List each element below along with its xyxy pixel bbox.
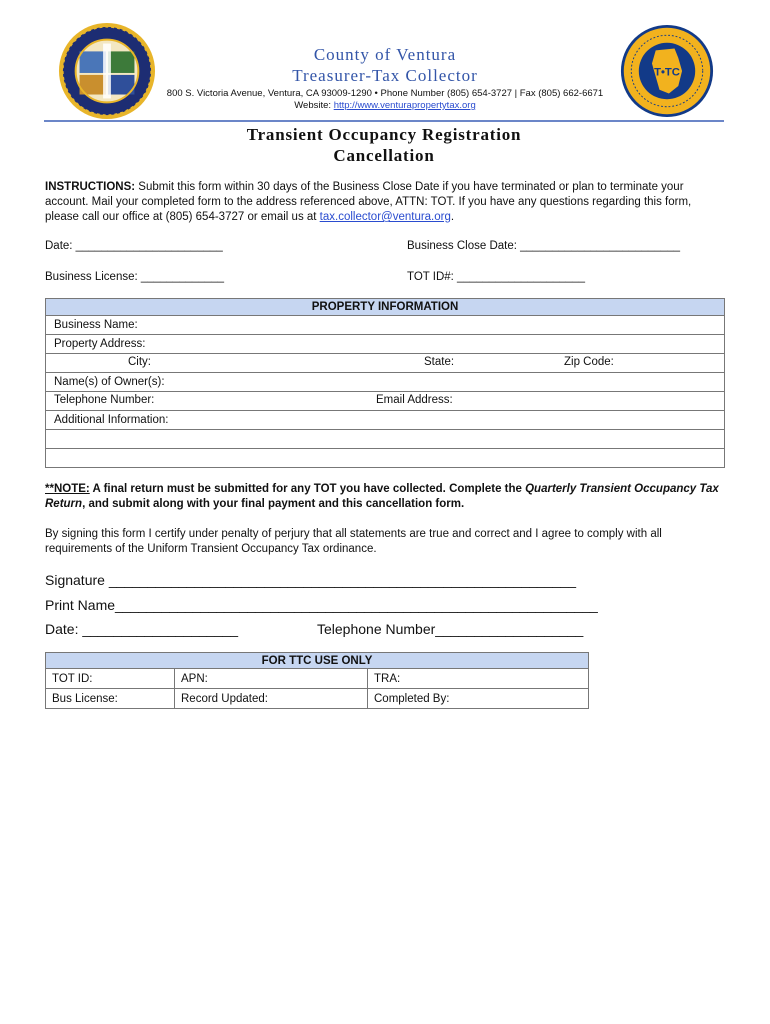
letterhead bbox=[140, 44, 630, 112]
note-label: NOTE: bbox=[53, 483, 90, 495]
final-return-note bbox=[45, 482, 725, 512]
city-label: City: bbox=[128, 356, 151, 368]
office-address: 800 S. Victoria Avenue, Ventura, CA 93009-1290 • Phone Number (805) 654-3727 | Fax (805) 662-6671 bbox=[166, 88, 604, 99]
ttc-use-table bbox=[45, 652, 589, 709]
website-line bbox=[140, 100, 630, 112]
business-name-field[interactable]: Business Name: bbox=[46, 316, 725, 335]
email-link[interactable]: tax.collector@ventura.org bbox=[319, 211, 451, 223]
zip-label: Zip Code: bbox=[564, 356, 614, 368]
form-title bbox=[44, 124, 724, 166]
ttc-bus-license-cell[interactable]: Bus License: bbox=[46, 689, 175, 709]
owners-field[interactable]: Name(s) of Owner(s): bbox=[46, 373, 725, 392]
additional-info-field[interactable]: Additional Information: bbox=[46, 411, 725, 430]
form-title-line-2: Cancellation bbox=[333, 146, 435, 165]
website-label: Website: bbox=[294, 100, 334, 111]
business-license-field[interactable]: Business License: _____________ bbox=[45, 271, 225, 283]
instructions bbox=[45, 180, 725, 225]
note-text-1: A final return must be submitted for any TOT you have collected. Complete the bbox=[89, 483, 526, 495]
ttc-seal-icon bbox=[620, 24, 714, 118]
state-label: State: bbox=[424, 356, 455, 368]
signature-field[interactable]: Signature ____________________________________________________________ bbox=[45, 572, 576, 588]
signature-telephone-field[interactable]: Telephone Number___________________ bbox=[317, 621, 584, 637]
additional-info-line-2[interactable] bbox=[46, 430, 725, 449]
header-divider bbox=[44, 120, 724, 122]
instructions-end: . bbox=[450, 211, 455, 223]
instructions-label: INSTRUCTIONS: bbox=[45, 181, 136, 193]
office-name: Treasurer-Tax Collector bbox=[292, 66, 478, 85]
email-label: Email Address: bbox=[376, 394, 453, 406]
property-info-header: PROPERTY INFORMATION bbox=[46, 299, 725, 316]
ttc-completed-by-cell[interactable]: Completed By: bbox=[368, 689, 589, 709]
tot-id-field[interactable]: TOT ID#: ____________________ bbox=[407, 271, 585, 283]
ttc-tot-id-cell[interactable]: TOT ID: bbox=[46, 669, 175, 689]
additional-info-line-3[interactable] bbox=[46, 449, 725, 468]
instructions-text: Submit this form within 30 days of the Business Close Date if you have terminated or plan to terminate your account. Mail your completed form to the address referenced above, ATTN: TOT. If you have any questions regarding this form, please call our office at (805) 654-3727 or email us at bbox=[45, 181, 692, 223]
county-name: County of Ventura bbox=[313, 45, 457, 64]
telephone-email-row[interactable] bbox=[46, 392, 725, 411]
city-state-zip-row[interactable] bbox=[46, 354, 725, 373]
ttc-apn-cell[interactable]: APN: bbox=[175, 669, 368, 689]
certification-statement: By signing this form I certify under penalty of perjury that all statements are true and correct and I agree to comply with all requirements of the Uniform Transient Occupancy Tax ordinance. bbox=[45, 528, 662, 555]
signature-date-field[interactable]: Date: ____________________ bbox=[45, 621, 239, 637]
ttc-use-header: FOR TTC USE ONLY bbox=[46, 653, 589, 669]
ttc-record-updated-cell[interactable]: Record Updated: bbox=[175, 689, 368, 709]
ttc-seal-text: T•TC bbox=[654, 66, 680, 79]
note-prefix: ** bbox=[45, 483, 54, 495]
website-link[interactable]: http://www.venturapropertytax.org bbox=[333, 100, 476, 111]
form-title-line-1: Transient Occupancy Registration bbox=[246, 125, 522, 144]
ttc-tra-cell[interactable]: TRA: bbox=[368, 669, 589, 689]
business-close-date-field[interactable]: Business Close Date: _________________________ bbox=[407, 240, 681, 252]
note-form-name: Quarterly Transient Occupancy Tax Return bbox=[45, 483, 719, 510]
property-information-table bbox=[45, 298, 725, 468]
date-field[interactable]: Date: _______________________ bbox=[45, 240, 223, 252]
print-name-field[interactable]: Print Name______________________________________________________________ bbox=[45, 597, 598, 613]
telephone-label: Telephone Number: bbox=[54, 394, 155, 406]
note-text-2: , and submit along with your final payment and this cancellation form. bbox=[82, 498, 465, 510]
property-address-field[interactable]: Property Address: bbox=[46, 335, 725, 354]
